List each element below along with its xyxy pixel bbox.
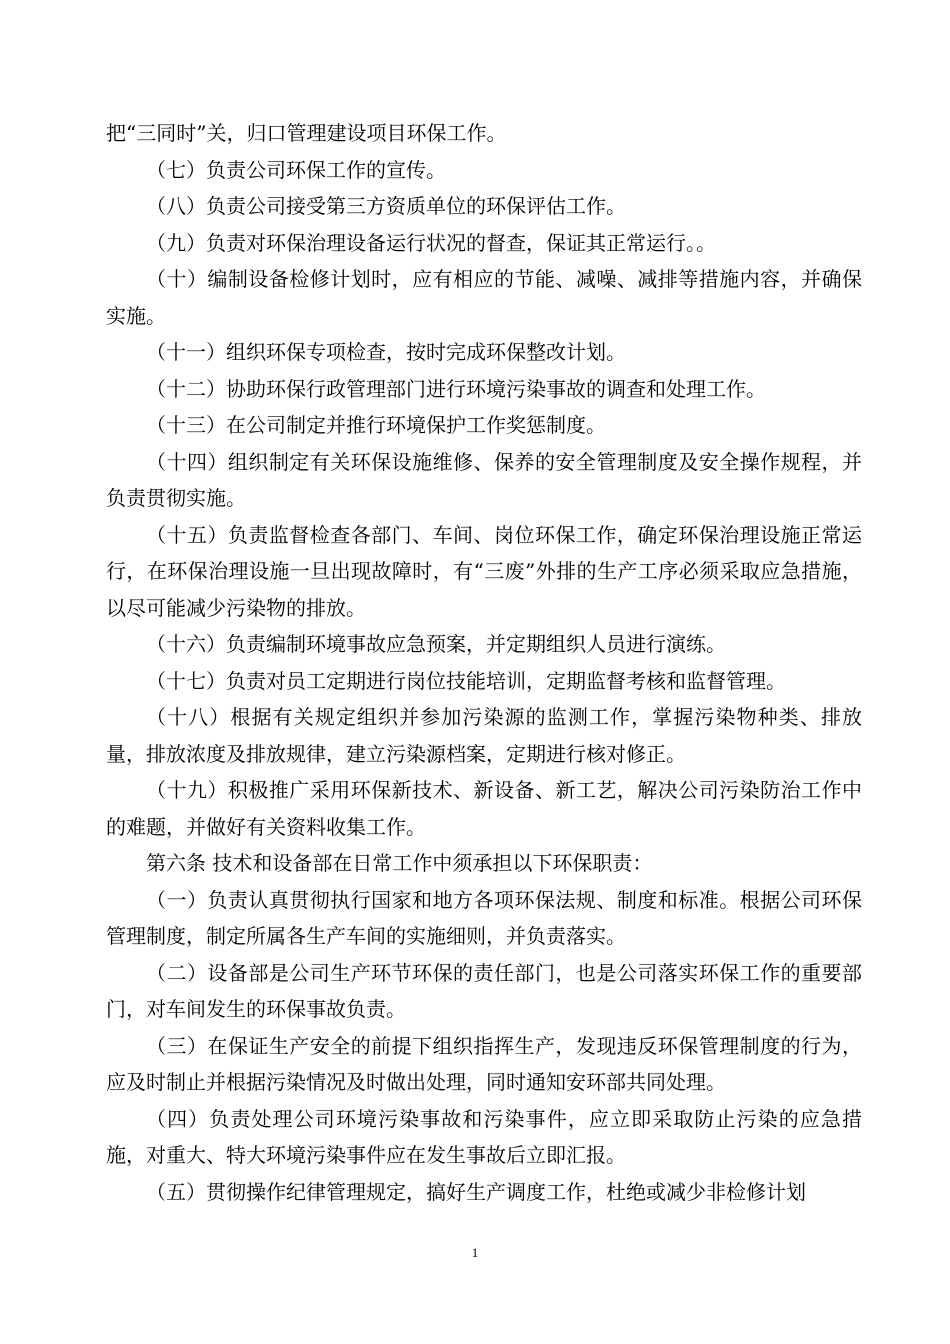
paragraph: （三）在保证生产安全的前提下组织指挥生产，发现违反环保管理制度的行为，应及时制止并根据污染情况及时做出处理，同时通知安环部共同处理。	[106, 1033, 862, 1094]
paragraph: （九）负责对环保治理设备运行状况的督查，保证其正常运行。。	[146, 230, 716, 255]
paragraph: （五）贯彻操作纪律管理规定，搞好生产调度工作，杜绝或减少非检修计划	[146, 1179, 806, 1204]
paragraph: （八）负责公司接受第三方资质单位的环保评估工作。	[146, 194, 626, 218]
section-heading: 第六条 技术和设备部在日常工作中须承担以下环保职责：	[146, 851, 653, 875]
paragraph: （十八）根据有关规定组织并参加污染源的监测工作，掌握污染物种类、排放量，排放浓度及排放规律，建立污染源档案，定期进行核对修正。	[106, 705, 862, 766]
paragraph: （一）负责认真贯彻执行国家和地方各项环保法规、制度和标准。根据公司环保管理制度，制定所属各生产车间的实施细则，并负责落实。	[106, 887, 862, 948]
paragraph: （四）负责处理公司环境污染事故和污染事件，应立即采取防止污染的应急措施，对重大、特大环境污染事件应在发生事故后立即汇报。	[106, 1106, 862, 1167]
paragraph: （十六）负责编制环境事故应急预案，并定期组织人员进行演练。	[146, 632, 726, 656]
paragraph: （十）编制设备检修计划时，应有相应的节能、减噪、减排等措施内容，并确保实施。	[106, 267, 862, 328]
paragraph: （二）设备部是公司生产环节环保的责任部门，也是公司落实环保工作的重要部门，对车间发生的环保事故负责。	[106, 960, 862, 1021]
paragraph: 把“三同时”关，归口管理建设项目环保工作。	[106, 121, 507, 145]
paragraph: （十四）组织制定有关环保设施维修、保养的安全管理制度及安全操作规程，并负责贯彻实施。	[106, 449, 862, 510]
paragraph: （十九）积极推广采用环保新技术、新设备、新工艺，解决公司污染防治工作中的难题，并做好有关资料收集工作。	[106, 778, 862, 839]
page-number: 1	[471, 1245, 479, 1260]
paragraph: （十一）组织环保专项检查，按时完成环保整改计划。	[146, 340, 626, 364]
paragraph: （十三）在公司制定并推行环境保护工作奖惩制度。	[146, 413, 606, 437]
paragraph: （十五）负责监督检查各部门、车间、岗位环保工作，确定环保治理设施正常运行，在环保治理设施一旦出现故障时，有“三废”外排的生产工序必须采取应急措施，以尽可能减少污染物的排放。	[106, 522, 862, 620]
paragraph: （七）负责公司环保工作的宣传。	[146, 157, 446, 182]
paragraph: （十二）协助环保行政管理部门进行环境污染事故的调查和处理工作。	[146, 376, 766, 401]
document-body	[106, 115, 862, 1210]
paragraph: （十七）负责对员工定期进行岗位技能培训，定期监督考核和监督管理。	[146, 668, 786, 693]
